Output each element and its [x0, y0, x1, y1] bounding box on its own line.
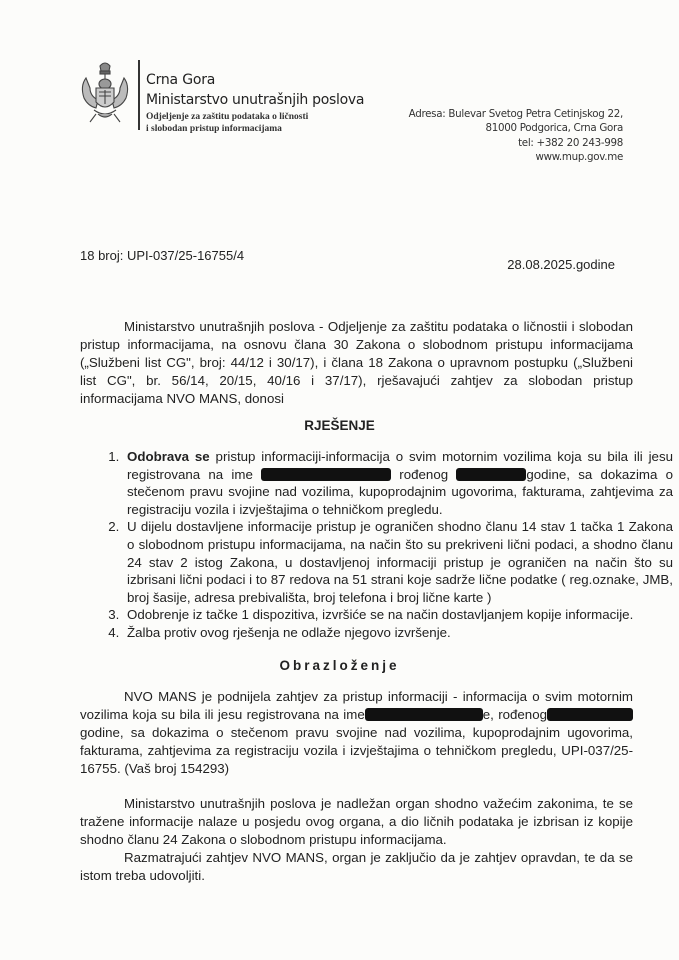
- department-name: [146, 111, 308, 135]
- department-line-2: i slobodan pristup informacijama: [146, 124, 282, 134]
- address-block: [409, 107, 623, 164]
- intro-text: Ministarstvo unutrašnjih poslova - Odjeljenje za zaštitu podataka o ličnostii i slobodan pristup informacijama, na osnovu člana 30 Zakona o slobodnom pristupu informacijama („Službeni list CG", broj: 44/12 i 30/17), i člana 18 Zakona o upravnom postupku („Službeni list CG", br. 56/14, 20/15, 40/16 i 37/17), rješavajući zahtjev za slobodan pristup informacijama NVO MANS, donosi: [80, 319, 633, 406]
- address-city: 81000 Podgorica, Crna Gora: [485, 122, 623, 135]
- country-name: Crna Gora: [146, 72, 216, 88]
- reasoning-paragraph-2: Ministarstvo unutrašnjih poslova je nadležan organ shodno važećim zakonima, te se tražene informacije nalaze u posjedu ovog organa, a dio ličnih podataka je izbrisan iz kopije shodno članu 24 Zakona o slobodnom pristupu informacijama.: [80, 796, 633, 847]
- decision-items: [80, 448, 673, 642]
- department-line-1: Odjeljenje za zaštitu podataka o ličnosti: [146, 112, 309, 122]
- document-date: 28.08.2025.godine: [507, 257, 615, 272]
- reasoning-paragraph-1: NVO MANS je podnijela zahtjev za pristup informaciji - informacija o svim motornim vozilima koja su bila ili jesu registrovana na ime e, rođenoggodine, sa dokazima o stečenom pravu svojine nad vozilima, kupoprodajnim ugovorima, fakturama, zahtjevima za registraciju vozila i izvještajima o tehničkom pregledu, UPI-037/25-16755. (Vaš broj 154293): [80, 689, 633, 776]
- intro-paragraph: [80, 318, 633, 408]
- reference-number: 18 broj: UPI-037/25-16755/4: [80, 248, 245, 263]
- redacted-name: [261, 468, 391, 481]
- decision-item-2: 2. U dijelu dostavljene informacije pristup je ograničen shodno članu 14 stav 1 tačka 1 Zakona o slobodnom pristupu informacijama, na način što su prekriveni lični podaci, a shodno članu 24 stav 2 istog Zakona, u dostavljenoj informaciji pristup je ograničen na način što su izbrisani lični podaci i to 87 redova na 51 strani koje sadrže lične podatke ( reg.oznake, JMB, broj šasije, adresa prebivališta, broj telefona i broj lične karte ): [123, 518, 673, 606]
- redacted-name: [365, 708, 483, 721]
- decision-item-4: 4. Žalba protiv ovog rješenja ne odlaže njegovo izvršenje.: [123, 624, 673, 642]
- decision-title: RJEŠENJE: [304, 418, 375, 433]
- ministry-name: Ministarstvo unutrašnjih poslova: [146, 92, 365, 108]
- decision-item-1: 1. Odobrava se pristup informaciji-informacija o svim motornim vozilima koja su bila ili jesu registrovana na ime rođenog godine, sa dokazima o stečenom pravu svojine nad vozilima, kupoprodajnim ugovorima, fakturama, zahtjevima za registraciju vozila i izvještajima o tehničkom pregledu.: [123, 448, 673, 518]
- decision-item-1-lead: Odobrava se: [127, 449, 210, 464]
- address-website: www.mup.gov.me: [535, 150, 623, 163]
- reasoning-title: Obrazloženje: [279, 658, 400, 673]
- address-street: Adresa: Bulevar Svetog Petra Cetinjskog 22,: [408, 108, 623, 120]
- header-divider: [138, 60, 140, 130]
- decision-item-3: 3. Odobrenje iz tačke 1 dispozitiva, izvršiće se na način dostavljanjem kopije informacije.: [123, 606, 673, 624]
- reasoning-paragraph-3: Razmatrajući zahtjev NVO MANS, organ je zaključio da je zahtjev opravdan, te da se istom treba udovoljiti.: [80, 850, 633, 883]
- redacted-birthdate: [456, 468, 526, 481]
- montenegro-coat-of-arms-icon: [76, 60, 134, 126]
- address-phone: tel: +382 20 243-998: [518, 136, 623, 149]
- redacted-birthdate: [547, 708, 633, 721]
